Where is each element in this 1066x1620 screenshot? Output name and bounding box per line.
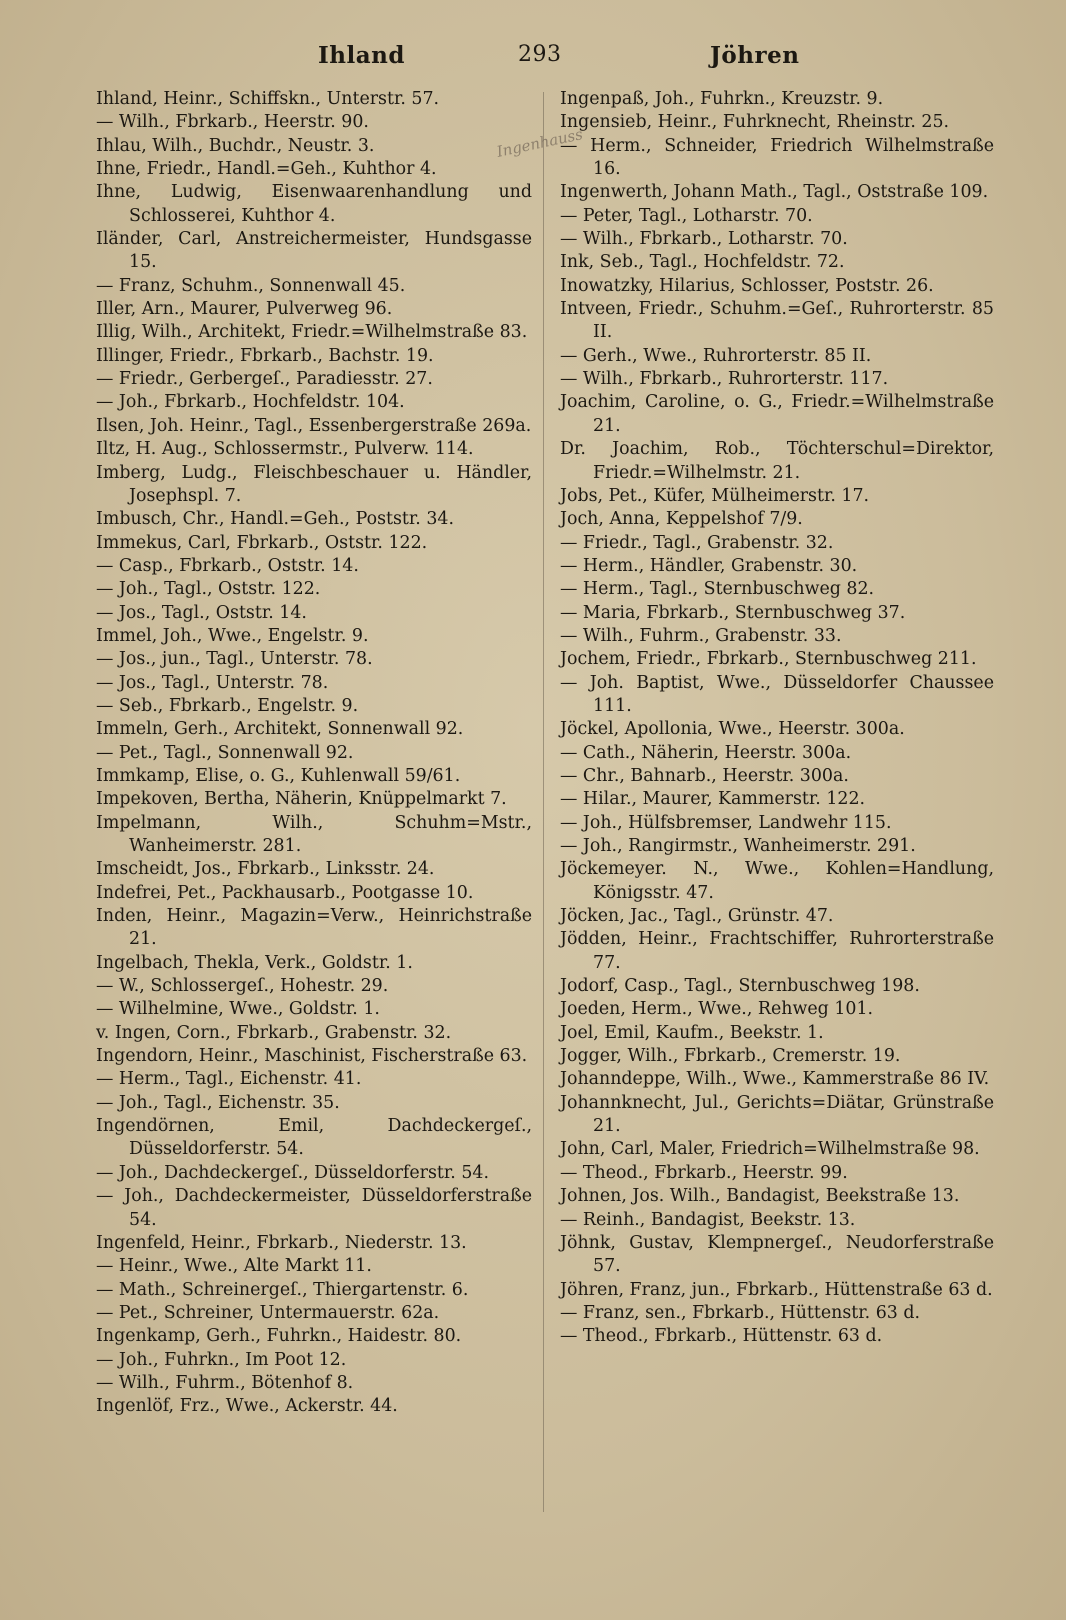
directory-entry: — Gerh., Wwe., Ruhrorterstr. 85 II.: [560, 345, 872, 366]
directory-entry: — Joh., Tagl., Oststr. 122.: [96, 579, 321, 600]
directory-entry: Impekoven, Bertha, Näherin, Knüppelmarkt 7.: [96, 789, 507, 810]
directory-entry: Ingenfeld, Heinr., Fbrkarb., Niederstr. 13.: [96, 1232, 467, 1253]
directory-entry: Ingenkamp, Gerh., Fuhrkn., Haidestr. 80.: [96, 1326, 462, 1347]
directory-entry: Illinger, Friedr., Fbrkarb., Bachstr. 19.: [96, 345, 434, 366]
directory-entry: — Herm., Tagl., Sternbuschweg 82.: [560, 579, 875, 600]
directory-entry: — Math., Schreinergeſ., Thiergartenstr. 6.: [96, 1279, 469, 1300]
directory-entry: Immekus, Carl, Fbrkarb., Oststr. 122.: [96, 532, 428, 553]
directory-entry: Joch, Anna, Keppelshof 7/9.: [560, 509, 803, 530]
directory-entry: v. Ingen, Corn., Fbrkarb., Grabenstr. 32.: [96, 1022, 452, 1043]
directory-entry: Jödden, Heinr., Frachtschiffer, Ruhrorterstraße 77.: [560, 929, 994, 973]
directory-entry: — Franz, Schuhm., Sonnenwall 45.: [96, 275, 406, 296]
directory-entry: Ihne, Ludwig, Eisenwaarenhandlung und Schlosserei, Kuhthor 4.: [96, 182, 532, 226]
directory-entry: Dr. Joachim, Rob., Töchterschul=Direktor, Friedr.=Wilhelmstr. 21.: [560, 439, 994, 483]
directory-entry: Ingensieb, Heinr., Fuhrknecht, Rheinstr. 25.: [560, 112, 950, 133]
directory-entry: — Pet., Schreiner, Untermauerstr. 62a.: [96, 1302, 440, 1323]
directory-entry: — Joh., Dachdeckermeister, Düsseldorferstraße 54.: [96, 1186, 532, 1230]
directory-entry: Ihne, Friedr., Handl.=Geh., Kuhthor 4.: [96, 159, 437, 180]
column-divider: [543, 92, 544, 1512]
left-column: [96, 88, 532, 1419]
directory-entry: Jöckemeyer. N., Wwe., Kohlen=Handlung, Königsstr. 47.: [560, 859, 994, 903]
directory-entry: — Wilh., Fuhrm., Grabenstr. 33.: [560, 625, 842, 646]
directory-entry: Iltz, H. Aug., Schlossermstr., Pulverw. 114.: [96, 439, 474, 460]
directory-entry: Imberg, Ludg., Fleischbeschauer u. Händler, Josephspl. 7.: [96, 462, 532, 506]
directory-entry: Johannknecht, Jul., Gerichts=Diätar, Grünstraße 21.: [560, 1092, 994, 1137]
directory-entry: Iller, Arn., Maurer, Pulverweg 96.: [96, 299, 393, 320]
directory-entry: Imscheidt, Jos., Fbrkarb., Linksstr. 24.: [96, 859, 435, 880]
directory-entry: Ingendorn, Heinr., Maschinist, Fischerstraße 63.: [96, 1046, 528, 1067]
directory-entry: — Joh., Fbrkarb., Hochfeldstr. 104.: [96, 392, 405, 413]
directory-entry: — Chr., Bahnarb., Heerstr. 300a.: [560, 765, 849, 786]
directory-entry: — Wilh., Fbrkarb., Lotharstr. 70.: [560, 229, 848, 250]
directory-entry: — Herm., Händler, Grabenstr. 30.: [560, 555, 858, 576]
directory-entry: — Wilh., Fbrkarb., Heerstr. 90.: [96, 112, 369, 133]
directory-entry: Jöhren, Franz, jun., Fbrkarb., Hüttenstraße 63 d.: [560, 1279, 993, 1300]
directory-entry: Impelmann, Wilh., Schuhm=Mstr., Wanheimerstr. 281.: [96, 812, 532, 856]
directory-entry: — Cath., Näherin, Heerstr. 300a.: [560, 742, 852, 763]
directory-entry: Imbusch, Chr., Handl.=Geh., Poststr. 34.: [96, 509, 455, 530]
directory-entry: Iländer, Carl, Anstreichermeister, Hundsgasse 15.: [96, 229, 532, 273]
directory-entry: Jodorf, Casp., Tagl., Sternbuschweg 198.: [560, 976, 920, 997]
directory-entry: — Wilh., Fbrkarb., Ruhrorterstr. 117.: [560, 369, 889, 390]
directory-entry: Intveen, Friedr., Schuhm.=Geſ., Ruhrorterstr. 85 II.: [560, 299, 994, 343]
directory-entry: — Peter, Tagl., Lotharstr. 70.: [560, 205, 813, 226]
directory-entry: — Jos., jun., Tagl., Unterstr. 78.: [96, 649, 373, 670]
directory-entry: — Joh., Rangirmstr., Wanheimerstr. 291.: [560, 836, 916, 856]
directory-entry: — Friedr., Tagl., Grabenstr. 32.: [560, 532, 834, 553]
directory-entry: — Theod., Fbrkarb., Hüttenstr. 63 d.: [560, 1326, 883, 1347]
directory-entry: Ingelbach, Thekla, Verk., Goldstr. 1.: [96, 952, 413, 973]
directory-entry: — Joh., Dachdeckergeſ., Düsseldorferstr. 54.: [96, 1162, 489, 1183]
directory-entry: Ingenlöf, Frz., Wwe., Ackerstr. 44.: [96, 1396, 398, 1417]
page-number: 293: [518, 42, 562, 67]
page-header: [0, 42, 1066, 82]
directory-entry: — Seb., Fbrkarb., Engelstr. 9.: [96, 695, 359, 716]
directory-entry: Johnen, Jos. Wilh., Bandagist, Beekstraße 13.: [560, 1186, 960, 1207]
directory-entry: Immeln, Gerh., Architekt, Sonnenwall 92.: [96, 719, 464, 740]
directory-entry: — Herm., Schneider, Friedrich Wilhelmstraße 16.: [560, 135, 994, 180]
running-head-right: Jöhren: [710, 42, 800, 69]
directory-entry: Johanndeppe, Wilh., Wwe., Kammerstraße 86 IV.: [560, 1069, 990, 1090]
directory-entry: Inden, Heinr., Magazin=Verw., Heinrichstraße 21.: [96, 906, 532, 950]
right-column: [560, 88, 994, 1349]
directory-entry: Joeden, Herm., Wwe., Rehweg 101.: [560, 999, 874, 1020]
directory-entry: — Maria, Fbrkarb., Sternbuschweg 37.: [560, 602, 906, 623]
directory-entry: — Joh., Fuhrkn., Im Poot 12.: [96, 1349, 347, 1370]
directory-entry: — Reinh., Bandagist, Beekstr. 13.: [560, 1209, 856, 1230]
directory-entry: — Heinr., Wwe., Alte Markt 11.: [96, 1256, 372, 1277]
directory-entry: Ihland, Heinr., Schiffskn., Unterstr. 57.: [96, 89, 440, 109]
directory-entry: Illig, Wilh., Architekt, Friedr.=Wilhelmstraße 83.: [96, 322, 528, 343]
directory-entry: Jöcken, Jac., Tagl., Grünstr. 47.: [560, 906, 834, 927]
directory-entry: Jöhnk, Gustav, Klempnergeſ., Neudorferstraße 57.: [560, 1232, 994, 1277]
directory-entry: Inowatzky, Hilarius, Schlosser, Poststr. 26.: [560, 275, 934, 296]
directory-entry: Immel, Joh., Wwe., Engelstr. 9.: [96, 625, 369, 646]
directory-entry: Ink, Seb., Tagl., Hochfeldstr. 72.: [560, 252, 845, 273]
directory-entry: Jochem, Friedr., Fbrkarb., Sternbuschweg 211.: [560, 649, 977, 670]
directory-entry: — Joh., Hülfsbremser, Landwehr 115.: [560, 812, 892, 833]
directory-entry: — Herm., Tagl., Eichenstr. 41.: [96, 1069, 362, 1090]
directory-entry: — Casp., Fbrkarb., Oststr. 14.: [96, 555, 359, 576]
directory-entry: Indefrei, Pet., Packhausarb., Pootgasse 10.: [96, 882, 474, 903]
directory-entry: — Joh. Baptist, Wwe., Düsseldorfer Chaussee 111.: [560, 672, 994, 716]
directory-entry: Jöckel, Apollonia, Wwe., Heerstr. 300a.: [560, 719, 905, 740]
directory-entry: Ingendörnen, Emil, Dachdeckergeſ., Düsseldorferstr. 54.: [96, 1116, 532, 1160]
directory-entry: Jobs, Pet., Küfer, Mülheimerstr. 17.: [560, 485, 870, 506]
directory-entry: — Hilar., Maurer, Kammerstr. 122.: [560, 789, 866, 810]
directory-entry: Joel, Emil, Kaufm., Beekstr. 1.: [560, 1022, 824, 1043]
directory-entry: — Franz, sen., Fbrkarb., Hüttenstr. 63 d.: [560, 1302, 921, 1323]
directory-entry: — Jos., Tagl., Unterstr. 78.: [96, 672, 329, 693]
directory-entry: — Friedr., Gerbergeſ., Paradiesstr. 27.: [96, 369, 433, 390]
directory-entry: John, Carl, Maler, Friedrich=Wilhelmstraße 98.: [560, 1139, 980, 1160]
directory-entry: — Theod., Fbrkarb., Heerstr. 99.: [560, 1162, 848, 1183]
directory-entry: — Jos., Tagl., Oststr. 14.: [96, 602, 307, 623]
directory-entry: Jogger, Wilh., Fbrkarb., Cremerstr. 19.: [560, 1046, 901, 1067]
directory-entry: — W., Schlossergeſ., Hohestr. 29.: [96, 976, 389, 997]
directory-entry: Ingenwerth, Johann Math., Tagl., Oststraße 109.: [560, 182, 989, 203]
directory-entry: Ilsen, Joh. Heinr., Tagl., Essenbergerstraße 269a.: [96, 415, 532, 436]
directory-entry: — Pet., Tagl., Sonnenwall 92.: [96, 742, 354, 763]
handwritten-margin-note: Ingenhauss: [495, 125, 585, 161]
directory-entry: Ihlau, Wilh., Buchdr., Neustr. 3.: [96, 135, 375, 156]
directory-entry: — Wilh., Fuhrm., Bötenhof 8.: [96, 1372, 354, 1393]
directory-entry: Ingenpaß, Joh., Fuhrkn., Kreuzstr. 9.: [560, 89, 884, 109]
directory-entry: Immkamp, Elise, o. G., Kuhlenwall 59/61.: [96, 765, 461, 786]
directory-entry: Joachim, Caroline, o. G., Friedr.=Wilhelmstraße 21.: [560, 392, 994, 436]
directory-entry: — Wilhelmine, Wwe., Goldstr. 1.: [96, 999, 380, 1020]
directory-entry: — Joh., Tagl., Eichenstr. 35.: [96, 1092, 340, 1113]
running-head-left: Ihland: [318, 42, 405, 69]
